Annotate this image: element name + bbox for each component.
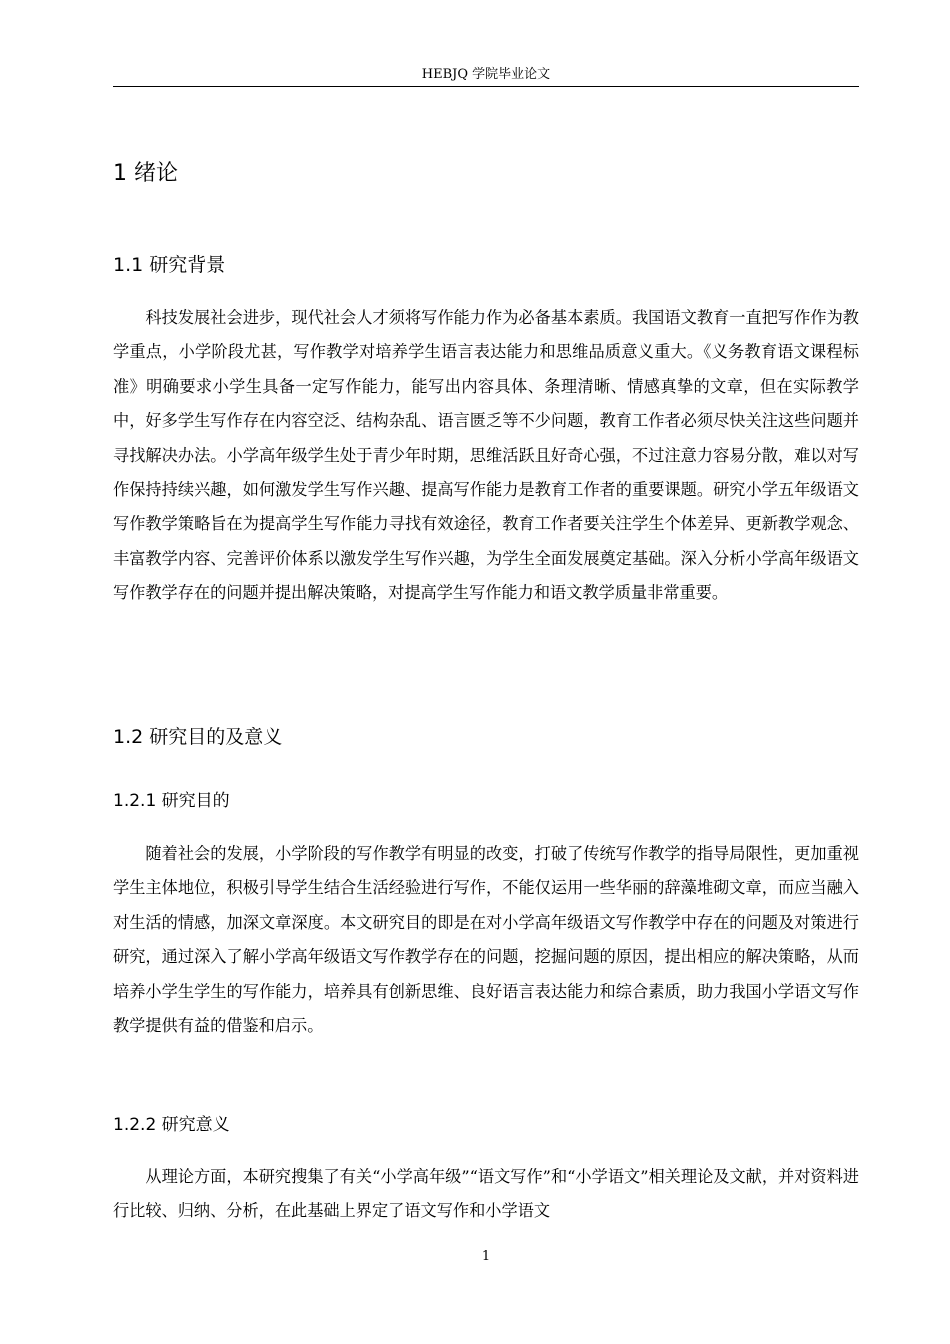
chapter-title: 1 绪论: [113, 161, 178, 186]
subsection-title-meaning: 1.2.2 研究意义: [113, 1115, 230, 1135]
subsection-title-aim: 1.2.1 研究目的: [113, 791, 230, 811]
paragraph-background: 科技发展社会进步，现代社会人才须将写作能力作为必备基本素质。我国语文教育一直把写作作为教学重点，小学阶段尤甚，写作教学对培养学生语言表达能力和思维品质意义重大。《义务教育语文课程标准》明确要求小学生具备一定写作能力，能写出内容具体、条理清晰、情感真挚的文章，但在实际教学中，好多学生写作存在内容空泛、结构杂乱、语言匮乏等不少问题，教育工作者必须尽快关注这些问题并寻找解决办法。小学高年级学生处于青少年时期，思维活跃且好奇心强，不过注意力容易分散，难以对写作保持持续兴趣，如何激发学生写作兴趣、提高写作能力是教育工作者的重要课题。研究小学五年级语文写作教学策略旨在为提高学生写作能力寻找有效途径，教育工作者要关注学生个体差异、更新教学观念、丰富教学内容、完善评价体系以激发学生写作兴趣，为学生全面发展奠定基础。深入分析小学高年级语文写作教学存在的问题并提出解决策略，对提高学生写作能力和语文教学质量非常重要。: [113, 308, 859, 603]
paragraph-meaning: 从理论方面，本研究搜集了有关“小学高年级”“语文写作”和“小学语文”相关理论及文献，并对资料进行比较、归纳、分析，在此基础上界定了语文写作和小学语文: [113, 1167, 859, 1221]
header-rule: [113, 86, 859, 87]
paragraph-aim: 随着社会的发展，小学阶段的写作教学有明显的改变，打破了传统写作教学的指导局限性，更加重视学生主体地位，积极引导学生结合生活经验进行写作，不能仅运用一些华丽的辞藻堆砌文章，而应当融入对生活的情感，加深文章深度。本文研究目的即是在对小学高年级语文写作教学中存在的问题及对策进行研究，通过深入了解小学高年级语文写作教学存在的问题，挖掘问题的原因，提出相应的解决策略，从而培养小学生学生的写作能力，培养具有创新思维、良好语言表达能力和综合素质，助力我国小学语文写作教学提供有益的借鉴和启示。: [113, 844, 859, 1036]
section-title-purpose: 1.2 研究目的及意义: [113, 726, 283, 748]
section-title-background: 1.1 研究背景: [113, 254, 226, 276]
running-header: HEBJQ 学院毕业论文: [421, 67, 551, 82]
page-number: 1: [481, 1249, 491, 1264]
